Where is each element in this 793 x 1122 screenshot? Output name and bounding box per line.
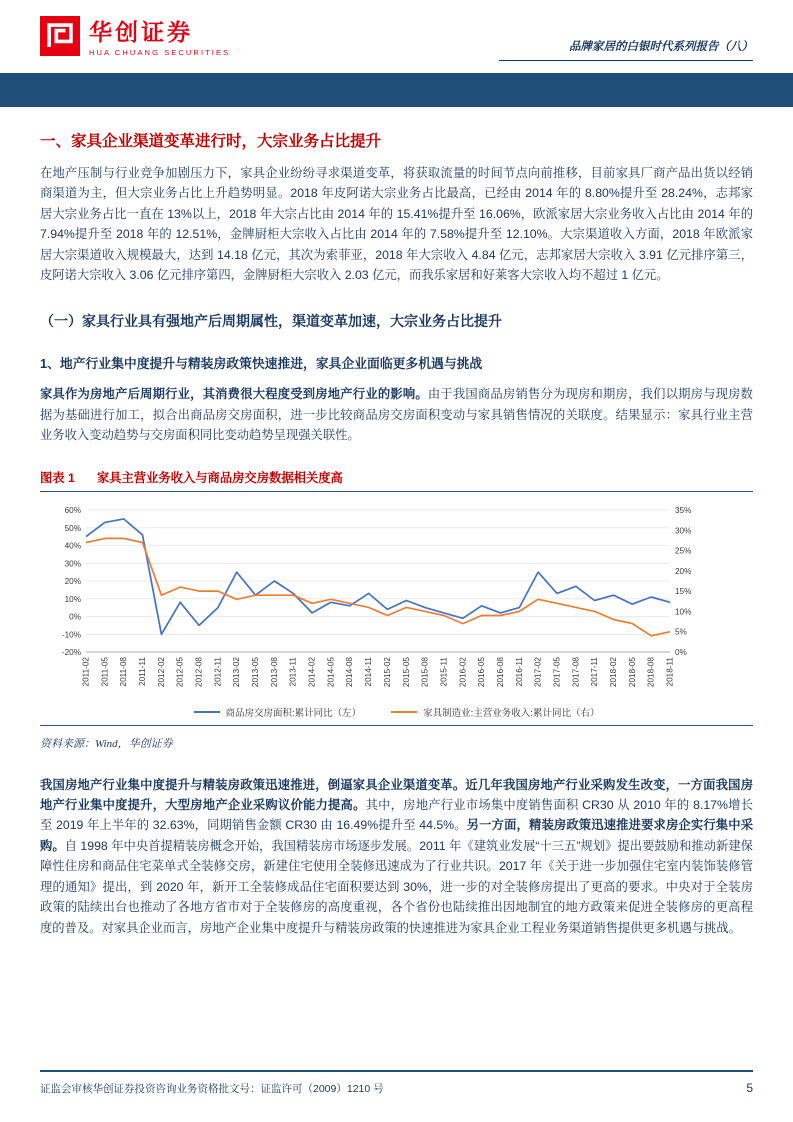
right-axis-tick: 35% — [675, 505, 692, 515]
x-axis-tick: 2018-08 — [646, 656, 656, 687]
right-axis-tick: 0% — [675, 647, 687, 657]
right-axis-tick: 25% — [675, 546, 692, 556]
x-axis-tick: 2012-11 — [213, 656, 223, 687]
right-axis-tick: 5% — [675, 627, 687, 637]
legend-item — [194, 705, 362, 719]
series-line — [86, 519, 670, 634]
left-axis-tick: 10% — [64, 594, 81, 604]
x-axis-tick: 2014-11 — [364, 656, 374, 687]
figure-caption — [40, 468, 753, 492]
left-axis-tick: 20% — [64, 576, 81, 586]
report-body — [0, 129, 793, 938]
logo-text — [89, 20, 230, 57]
header-band — [0, 73, 793, 107]
x-axis-tick: 2013-02 — [232, 656, 242, 687]
legend-line-swatch — [194, 711, 220, 713]
x-axis-tick: 2013-05 — [251, 656, 260, 687]
right-axis-tick: 10% — [675, 607, 692, 617]
logo-company-name: 华创证券 — [89, 18, 193, 45]
x-axis-tick: 2015-05 — [401, 656, 411, 687]
x-axis-tick: 2018-11 — [665, 656, 675, 687]
paragraph-3 — [40, 775, 753, 938]
text-segment: 由于我国商品房销售分为现房和期房，我们以期房与现房数据为基础进行加工，拟合出商品房交房面积，进一步比较商品房交房面积变动与家具销售情况的关联度。结果显示：家具行业主营业务收入变动趋势与交房面积同比变动趋势呈现强关联性。 — [40, 387, 753, 443]
x-axis-tick: 2013-11 — [288, 656, 298, 687]
x-axis-tick: 2016-02 — [458, 656, 468, 687]
x-axis-tick: 2017-05 — [552, 656, 562, 687]
x-axis-tick: 2011-11 — [138, 656, 147, 686]
x-axis-tick: 2017-11 — [590, 656, 600, 687]
right-axis-tick: 15% — [675, 586, 692, 596]
left-axis-tick: 50% — [64, 523, 81, 533]
x-axis-tick: 2013-08 — [269, 656, 279, 687]
section-heading: 一、家具企业渠道变革进行时，大宗业务占比提升 — [40, 133, 382, 150]
left-axis-tick: 40% — [64, 541, 81, 551]
x-axis-tick: 2011-08 — [119, 656, 129, 687]
paragraph-2 — [40, 384, 753, 445]
company-logo — [40, 16, 230, 61]
subsubsection-heading: 1、地产行业集中度提升与精装房政策快速推进，家具企业面临更多机遇与挑战 — [40, 356, 483, 372]
figure-chart — [40, 492, 753, 726]
left-axis-tick: 0% — [69, 612, 81, 622]
page-header — [0, 0, 793, 61]
left-axis-tick: 30% — [64, 558, 81, 568]
page-number: 5 — [746, 1081, 753, 1095]
x-axis-tick: 2018-02 — [609, 656, 618, 687]
x-axis-tick: 2015-08 — [420, 656, 430, 687]
line-chart — [40, 502, 716, 698]
series-line — [86, 538, 670, 635]
x-axis-tick: 2014-05 — [326, 656, 336, 687]
x-axis-tick: 2012-05 — [175, 656, 185, 687]
page-footer — [40, 1070, 753, 1096]
legend-label: 商品房交房面积:累计同比（左） — [225, 707, 362, 719]
subsection-heading: （一）家具行业具有强地产后周期属性，渠道变革加速，大宗业务占比提升 — [40, 313, 502, 330]
x-axis-tick: 2014-08 — [345, 656, 355, 687]
left-axis-tick: 60% — [64, 505, 81, 515]
x-axis-tick: 2012-08 — [194, 656, 204, 687]
paragraph-1 — [40, 163, 753, 285]
text-segment: 我国房地产行业集中度提升与精装房政策迅速推进，倒逼家具企业渠道变革。近几年我国房地产行业采购发生改变，一方面我国房地产行业集中度提升，大型房地产企业采购议价能力提高。 — [40, 777, 753, 813]
x-axis-tick: 2017-08 — [571, 656, 581, 687]
figure-source: 资料来源：Wind，华创证券 — [40, 737, 173, 750]
figure-title: 家具主营业务收入与商品房交房数据相关度高 — [96, 470, 343, 485]
x-axis-tick: 2012-02 — [156, 656, 166, 687]
chart-legend — [40, 705, 753, 719]
license-text: 证监会审核华创证券投资咨询业务资格批文号：证监许可（2009）1210 号 — [40, 1083, 384, 1095]
text-segment: 其中，房地产行业市场集中度销售面积 CR30 从 2010 年的 8.17%增长至 2019 年上半年的 32.63%，同期销售金额 CR30 由 16.49%提升至 44.5%。 — [40, 798, 753, 833]
x-axis-tick: 2016-11 — [514, 656, 524, 687]
x-axis-tick: 2017-02 — [533, 656, 543, 687]
text-segment: 在地产压制与行业竞争加剧压力下，家具企业纷纷寻求渠道变革，将获取流量的时间节点向前推移，目前家具厂商产品出货以经销商渠道为主，但大宗业务占比上升趋势明显。2018 年皮阿诺大宗业务占比最高，已经由 2014 年的 8.80%提升至 28.24%，志邦家居大宗业务占比一直在 13%以上，2018 年大宗占比由 2014 年的 15.41%提升至 16.06%，欧派家居大宗业务收入占比由 2014 年的 7.94%提升至 2018 年的 12.51%，金牌厨柜大宗收入占比由 2014 年的 7.58%提升至 12.10%。大宗渠道收入方面，2018 年欧派家居大宗渠道收入规模最大，达到 14.18 亿元，其次为索菲亚，2018 年大宗收入 4.84 亿元，志邦家居大宗收入 3.91 亿元排序第三，皮阿诺大宗收入 3.06 亿元排序第四，金牌厨柜大宗收入 2.03 亿元，而我乐家居和好莱客大宗收入均不超过 1 亿元。 — [40, 166, 753, 283]
text-segment: 自 1998 年中央首提精装房概念开始，我国精装房市场逐步发展。2011 年《建筑业发展“十三五”规划》提出要鼓励和推动新建保障性住房和商品住宅菜单式全装修交房，新建住宅使用全装修迅速成为了行业共识。2017 年《关于进一步加强住宅室内装饰装修管理的通知》提出，到 2020 年，新开工全装修成品住宅面积要达到 30%，进一步的对全装修房提出了更高的要求。中央对于全装房政策的陆续出台也推动了各地方省市对于全装修房的高度重视，各个省份也陆续推出因地制宜的地方政策来促进全装修房的更高程度的普及。对家具企业而言，房地产企业集中度提升与精装房政策的快速推进为家具企业工程业务渠道销售提供更多机遇与挑战。 — [40, 838, 753, 935]
report-series-title: 品牌家居的白银时代系列报告（八） — [499, 38, 753, 61]
x-axis-tick: 2015-11 — [439, 656, 449, 687]
legend-item — [391, 705, 599, 719]
logo-mark-icon — [40, 16, 80, 61]
legend-label: 家具制造业:主营业务收入:累计同比（右） — [423, 707, 600, 719]
x-axis-tick: 2015-02 — [382, 656, 392, 687]
x-axis-tick: 2016-05 — [477, 656, 487, 687]
figure-label: 图表 1 — [40, 470, 75, 485]
x-axis-tick: 2016-08 — [496, 656, 505, 687]
logo-company-name-en: HUA CHUANG SECURITIES — [89, 48, 231, 58]
x-axis-tick: 2018-05 — [627, 656, 637, 687]
right-axis-tick: 20% — [675, 566, 692, 576]
text-segment: 另一方面，精装房政策迅速推进要求房企实行集中采购。 — [40, 818, 753, 853]
right-axis-tick: 30% — [675, 525, 692, 535]
x-axis-tick: 2011-02 — [81, 656, 91, 687]
text-segment: 家具作为房地产后周期行业，其消费很大程度受到房地产行业的影响。 — [40, 387, 428, 402]
left-axis-tick: -20% — [61, 647, 81, 657]
legend-line-swatch — [391, 711, 417, 713]
x-axis-tick: 2011-05 — [100, 656, 110, 687]
left-axis-tick: -10% — [61, 629, 81, 639]
x-axis-tick: 2014-02 — [307, 656, 317, 687]
